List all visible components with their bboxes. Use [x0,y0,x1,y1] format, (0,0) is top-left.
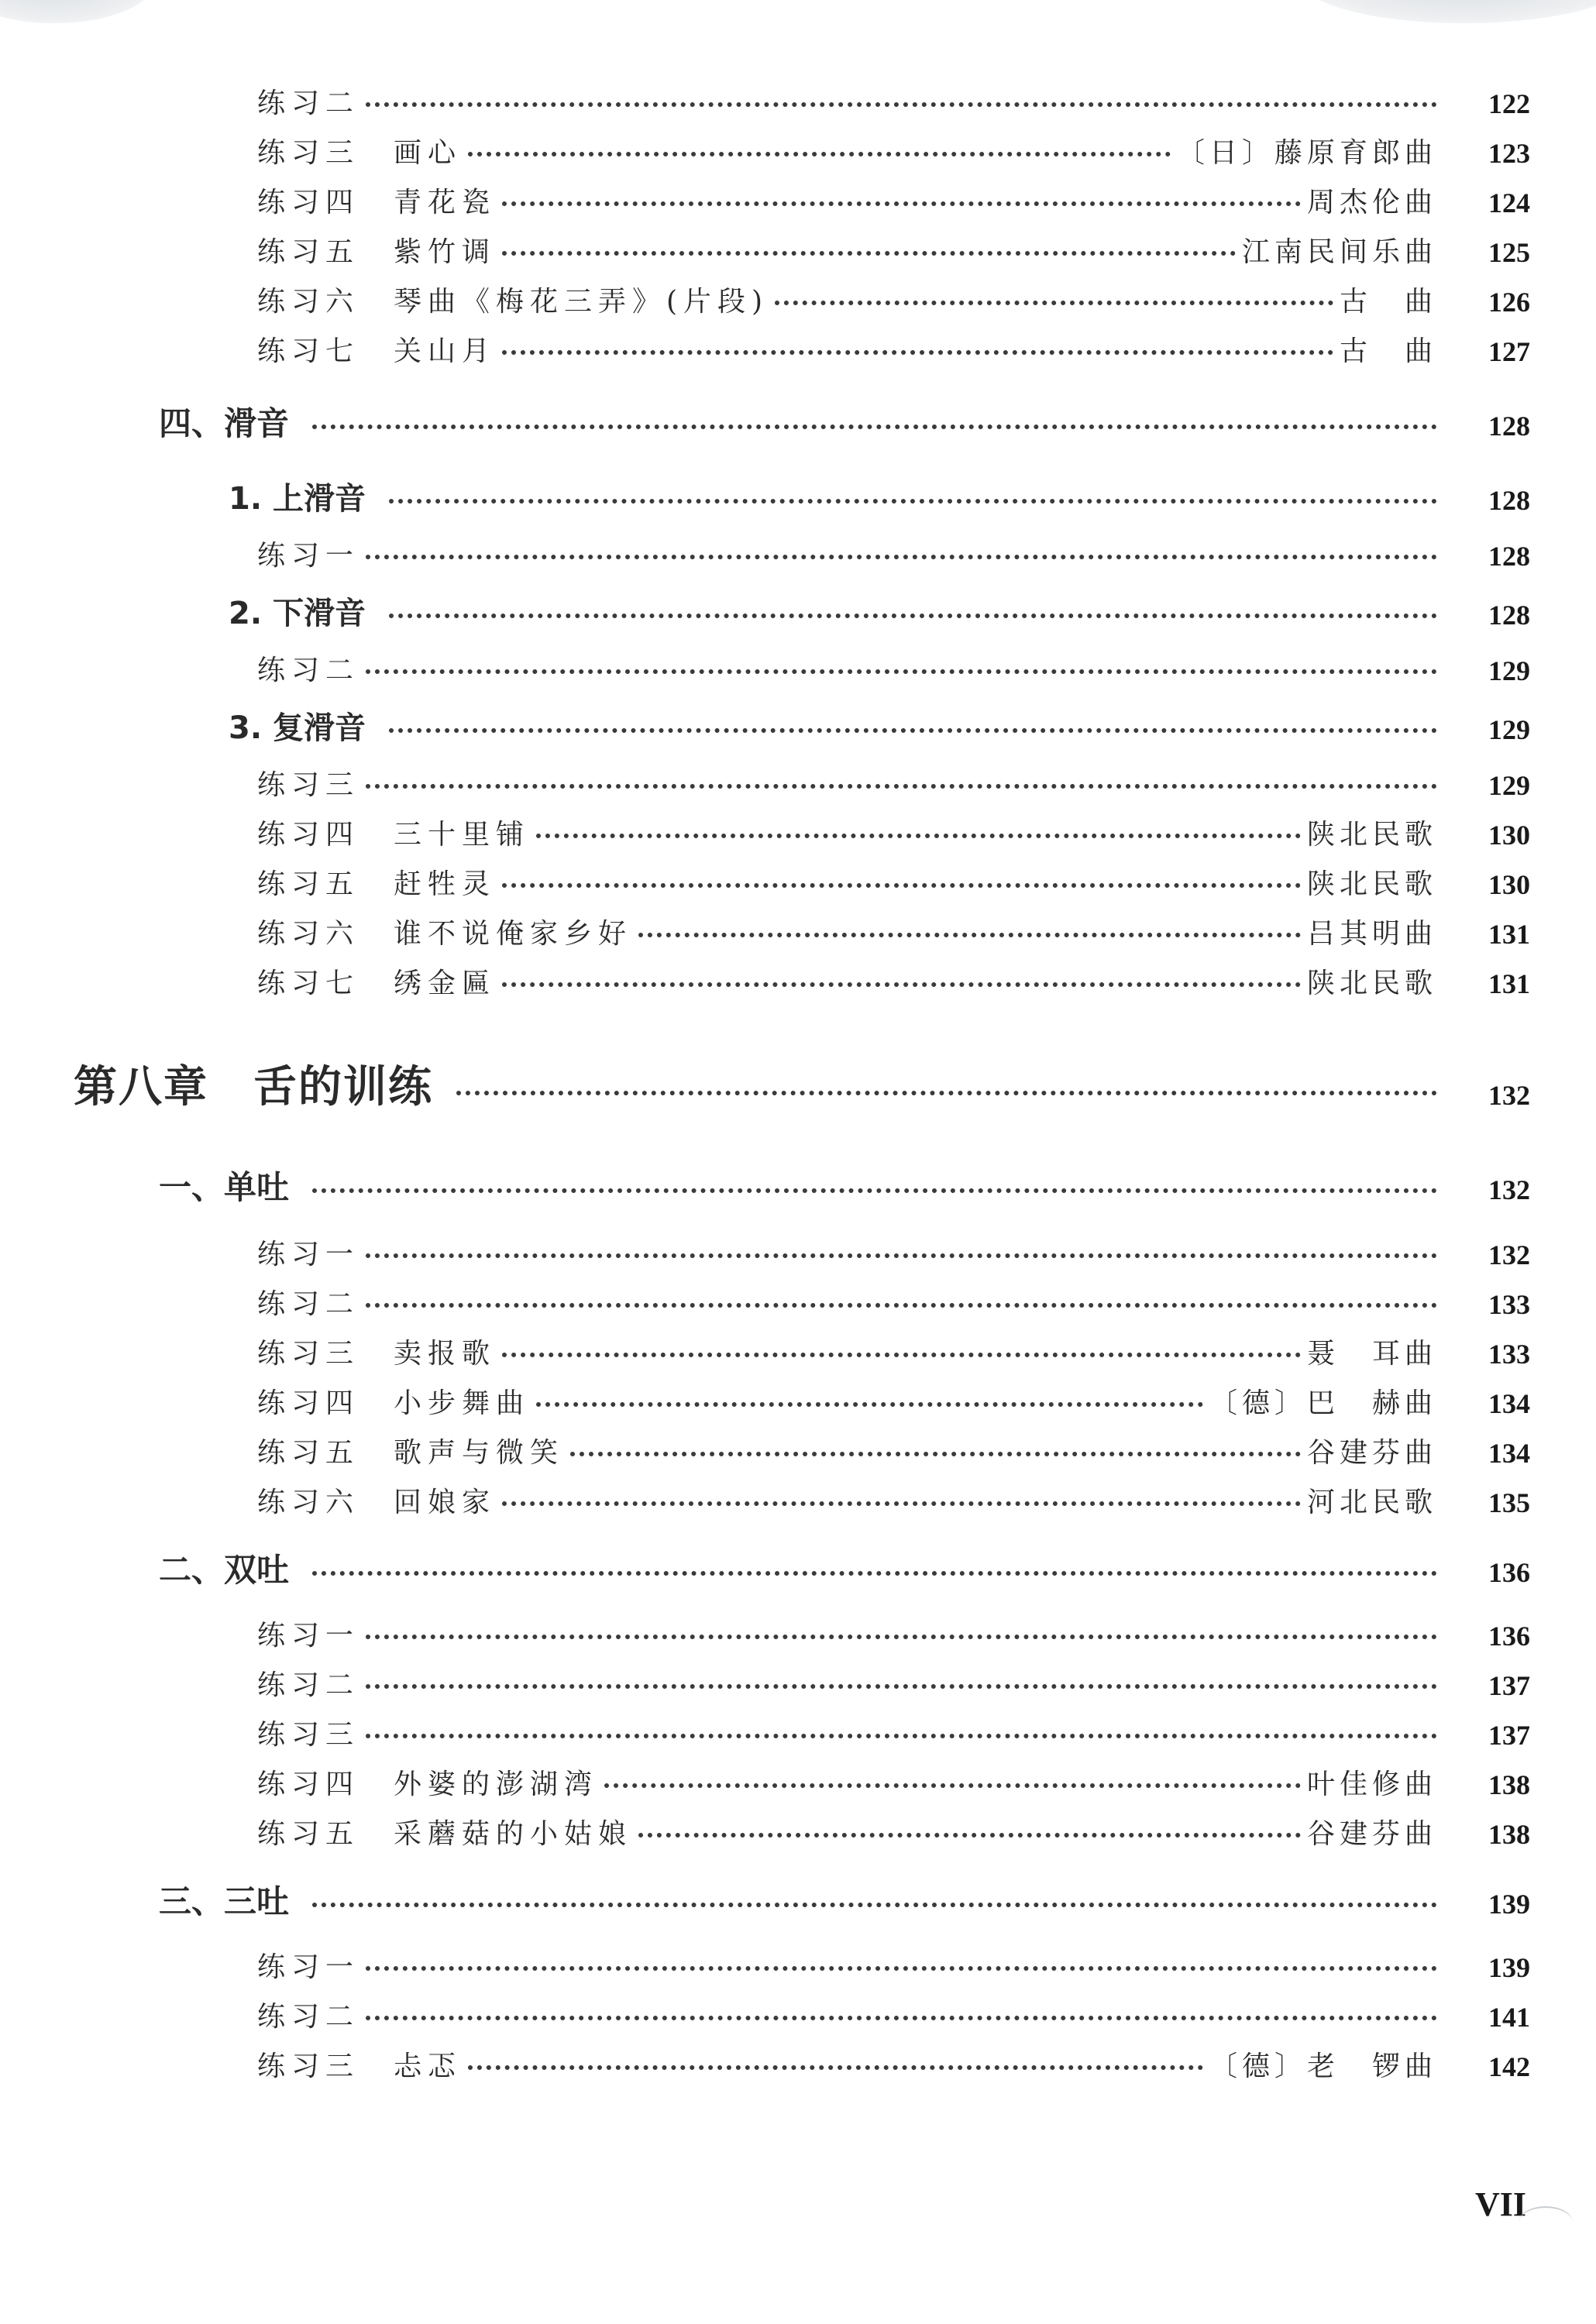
toc-row-section-heading [0,1540,1596,1587]
toc-entry-page-number: 125 [1488,237,1530,268]
toc-entry-composer: 〔日〕藤原育郎曲 [1176,137,1437,169]
toc-entry-label: 练习一 [257,1951,360,1983]
toc-entry-page-number: 124 [1488,187,1530,218]
toc-entry-label: 练习三 画心 [257,137,463,169]
toc-row-exercise-entry [0,951,1596,998]
toc-entry-label: 二、双吐 [159,1551,290,1589]
toc-row-section-heading [0,1157,1596,1204]
toc-entry-label: 练习一 [257,1239,360,1270]
dot-leader [366,1303,1437,1308]
dot-leader [502,350,1333,355]
toc-entry-page-number: 137 [1488,1670,1530,1701]
dot-leader [366,555,1437,559]
toc-entry-page-number: 132 [1488,1080,1530,1111]
toc-row-exercise-entry [0,1752,1596,1799]
toc-row-exercise-entry [0,1421,1596,1467]
toc-entry-composer: 吕其明曲 [1306,918,1437,950]
toc-entry-composer: 谷建芬曲 [1306,1437,1437,1469]
dot-leader [366,784,1437,789]
toc-entry-page-number: 142 [1488,2051,1530,2082]
toc-entry-page-number: 138 [1488,1769,1530,1800]
toc-row-exercise-entry [0,1653,1596,1700]
dot-leader [570,1452,1301,1456]
toc-entry-composer: 谷建芬曲 [1306,1818,1437,1850]
toc-row-exercise-entry [0,803,1596,849]
dot-leader [638,933,1301,937]
toc-row-exercise-entry [0,524,1596,570]
toc-entry-page-number: 127 [1488,336,1530,367]
toc-entry-page-number: 136 [1488,1621,1530,1652]
dot-leader [502,1501,1301,1506]
toc-entry-label: 练习六 回娘家 [257,1487,497,1518]
dot-leader [366,102,1437,107]
toc-entry-label: 练习四 小步舞曲 [257,1387,531,1419]
toc-entry-page-number: 132 [1488,1239,1530,1270]
toc-entry-page-number: 128 [1488,541,1530,572]
toc-entry-label: 练习三 [257,769,360,801]
toc-entry-page-number: 132 [1488,1174,1530,1205]
toc-entry-label: 一、单吐 [159,1168,290,1206]
toc-entry-page-number: 128 [1488,600,1530,631]
toc-row-exercise-entry [0,1322,1596,1368]
toc-entry-page-number: 128 [1488,411,1530,442]
dot-leader [775,301,1333,305]
toc-row-exercise-entry [0,170,1596,217]
toc-row-exercise-entry [0,852,1596,899]
toc-entry-label: 练习五 歌声与微笑 [257,1437,565,1469]
toc-entry-page-number: 130 [1488,869,1530,900]
dot-leader [638,1833,1301,1838]
dot-leader [502,883,1301,888]
toc-row-exercise-entry [0,1272,1596,1318]
dot-leader [366,1966,1437,1971]
toc-entry-page-number: 130 [1488,820,1530,851]
toc-entry-composer: 古 曲 [1339,335,1437,367]
toc-row-subsection-heading [0,468,1596,517]
toc-entry-page-number: 138 [1488,1819,1530,1850]
dot-leader [312,425,1437,429]
toc-entry-label: 1. 上滑音 [229,481,366,517]
dot-leader [389,728,1437,733]
toc-row-chapter-heading [0,1062,1596,1112]
toc-entry-page-number: 135 [1488,1487,1530,1518]
dot-leader [536,834,1301,838]
toc-entry-composer: 叶佳修曲 [1306,1769,1437,1800]
dot-leader [389,614,1437,618]
toc-row-subsection-heading [0,697,1596,744]
dot-leader [536,1402,1203,1407]
toc-entry-page-number: 131 [1488,919,1530,950]
toc-entry-page-number: 133 [1488,1289,1530,1320]
dot-leader [502,251,1236,256]
page-number-roman: VII [1474,2185,1526,2223]
toc-entry-label: 练习三 忐忑 [257,2051,463,2082]
toc-entry-page-number: 136 [1488,1557,1530,1588]
toc-entry-label: 练习五 采蘑菇的小姑娘 [257,1818,633,1850]
dot-leader [468,152,1171,156]
toc-entry-page-number: 139 [1488,1889,1530,1920]
toc-entry-label: 3. 复滑音 [229,710,366,746]
toc-entry-composer: 陕北民歌 [1306,968,1437,999]
toc-entry-label: 练习二 [257,88,360,119]
toc-entry-label: 四、滑音 [159,404,290,442]
toc-entry-label: 练习二 [257,1288,360,1320]
toc-row-section-heading [0,1872,1596,1918]
toc-entry-label: 练习二 [257,1669,360,1701]
dot-leader [366,669,1437,674]
toc-entry-page-number: 128 [1488,485,1530,516]
toc-row-exercise-entry [0,1703,1596,1749]
toc-entry-page-number: 134 [1488,1438,1530,1469]
toc-row-exercise-entry [0,1371,1596,1418]
toc-entry-composer: 陕北民歌 [1306,868,1437,900]
toc-entry-label: 练习三 [257,1719,360,1751]
toc-entry-page-number: 126 [1488,287,1530,318]
toc-row-exercise-entry [0,1222,1596,1269]
toc-row-exercise-entry [0,902,1596,948]
toc-entry-composer: 河北民歌 [1306,1487,1437,1518]
toc-row-exercise-entry [0,220,1596,266]
toc-row-exercise-entry [0,121,1596,167]
dot-leader [389,499,1437,504]
toc-entry-label: 练习七 关山月 [257,335,497,367]
toc-entry-page-number: 139 [1488,1952,1530,1983]
toc-entry-composer: 周杰伦曲 [1306,187,1437,218]
toc-entry-page-number: 123 [1488,138,1530,169]
dot-leader [366,1734,1437,1738]
toc-row-exercise-entry [0,2034,1596,2081]
toc-row-section-heading [0,394,1596,440]
toc-entry-label: 练习一 [257,540,360,572]
toc-entry-label: 练习二 [257,655,360,686]
toc-entry-page-number: 129 [1488,714,1530,745]
toc-row-exercise-entry [0,1470,1596,1517]
toc-entry-label: 第八章 舌的训练 [74,1062,433,1112]
toc-row-exercise-entry [0,319,1596,366]
toc-entry-page-number: 129 [1488,655,1530,686]
toc-entry-page-number: 134 [1488,1388,1530,1419]
dot-leader [502,201,1301,206]
toc-entry-label: 2. 下滑音 [229,596,366,631]
toc-entry-label: 练习六 琴曲《梅花三弄》(片段) [257,286,769,318]
toc-entry-composer: 古 曲 [1339,286,1437,318]
toc-row-exercise-entry [0,71,1596,118]
dot-leader [366,1635,1437,1639]
page-curl-mark [1519,2206,1573,2239]
dot-leader [366,2016,1437,2020]
toc-entry-label: 三、三吐 [159,1882,290,1920]
toc-entry-page-number: 122 [1488,88,1530,119]
toc-entry-label: 练习五 紫竹调 [257,236,497,268]
toc-entry-label: 练习四 三十里铺 [257,819,531,851]
dot-leader [502,1353,1301,1357]
toc-row-exercise-entry [0,1604,1596,1650]
toc-row-exercise-entry [0,1935,1596,1982]
dot-leader [312,1571,1437,1576]
dot-leader [366,1684,1437,1689]
toc-entry-composer: 陕北民歌 [1306,819,1437,851]
toc-row-exercise-entry [0,753,1596,799]
toc-entry-composer: 聂 耳曲 [1306,1338,1437,1370]
dot-leader [468,2065,1203,2070]
toc-row-subsection-heading [0,583,1596,629]
dot-leader [604,1783,1301,1788]
toc-row-exercise-entry [0,1985,1596,2031]
toc-row-exercise-entry [0,638,1596,685]
toc-entry-page-number: 131 [1488,968,1530,999]
dot-leader [456,1091,1437,1095]
toc-entry-composer: 〔德〕老 锣曲 [1209,2051,1437,2082]
toc-entry-page-number: 137 [1488,1720,1530,1751]
toc-entry-page-number: 129 [1488,770,1530,801]
toc-entry-label: 练习三 卖报歌 [257,1338,497,1370]
toc-entry-label: 练习六 谁不说俺家乡好 [257,918,633,950]
dot-leader [312,1188,1437,1193]
dot-leader [366,1253,1437,1258]
toc-entry-composer: 江南民间乐曲 [1241,236,1437,268]
toc-entry-label: 练习一 [257,1620,360,1652]
toc-row-exercise-entry [0,1802,1596,1848]
toc-entry-page-number: 133 [1488,1339,1530,1370]
toc-entry-page-number: 141 [1488,2002,1530,2033]
toc-entry-composer: 〔德〕巴 赫曲 [1209,1387,1437,1419]
toc-entry-label: 练习七 绣金匾 [257,968,497,999]
dot-leader [502,982,1301,987]
toc-entry-label: 练习四 青花瓷 [257,187,497,218]
dot-leader [312,1903,1437,1907]
toc-entry-label: 练习四 外婆的澎湖湾 [257,1769,599,1800]
toc-row-exercise-entry [0,270,1596,316]
toc-entry-label: 练习五 赶牲灵 [257,868,497,900]
toc-entry-label: 练习二 [257,2001,360,2033]
